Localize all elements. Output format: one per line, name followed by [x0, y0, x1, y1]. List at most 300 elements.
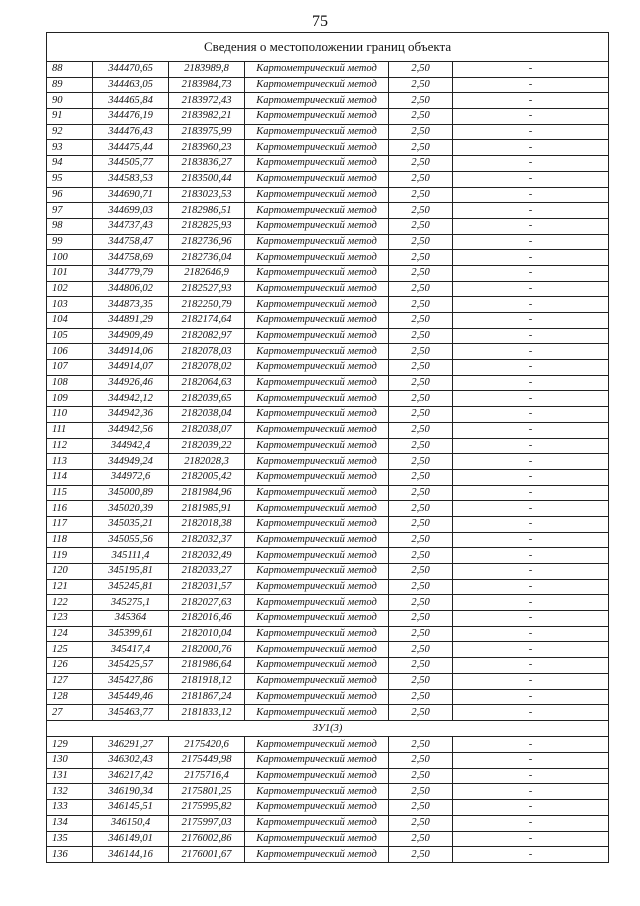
accuracy-cell: 2,50: [389, 360, 453, 376]
table-row: [47, 140, 609, 156]
accuracy-cell: 2,50: [389, 784, 453, 800]
y-coordinate-cell: 2182018,38: [169, 516, 245, 532]
method-cell: Картометрический метод: [245, 595, 389, 611]
method-cell: Картометрический метод: [245, 516, 389, 532]
method-cell: Картометрический метод: [245, 234, 389, 250]
accuracy-cell: 2,50: [389, 124, 453, 140]
point-number-cell: 131: [47, 768, 93, 784]
table-row: [47, 737, 609, 753]
method-cell: Картометрический метод: [245, 784, 389, 800]
point-number-cell: 110: [47, 407, 93, 423]
point-number-cell: 92: [47, 124, 93, 140]
point-number-cell: 104: [47, 313, 93, 329]
x-coordinate-cell: 344476,43: [93, 124, 169, 140]
table-row: [47, 187, 609, 203]
y-coordinate-cell: 2182000,76: [169, 642, 245, 658]
table-row: [47, 328, 609, 344]
method-cell: Картометрический метод: [245, 611, 389, 627]
method-cell: Картометрический метод: [245, 422, 389, 438]
point-number-cell: 135: [47, 831, 93, 847]
description-cell: -: [453, 501, 609, 517]
table-row: [47, 784, 609, 800]
description-cell: -: [453, 847, 609, 863]
y-coordinate-cell: 2182039,65: [169, 391, 245, 407]
accuracy-cell: 2,50: [389, 768, 453, 784]
table-row: [47, 407, 609, 423]
table-row: [47, 171, 609, 187]
point-number-cell: 113: [47, 454, 93, 470]
accuracy-cell: 2,50: [389, 313, 453, 329]
description-cell: -: [453, 673, 609, 689]
point-number-cell: 118: [47, 532, 93, 548]
table-row: [47, 831, 609, 847]
description-cell: -: [453, 831, 609, 847]
y-coordinate-cell: 2175420,6: [169, 737, 245, 753]
section-row: [47, 720, 609, 737]
x-coordinate-cell: 345463,77: [93, 705, 169, 721]
accuracy-cell: 2,50: [389, 391, 453, 407]
x-coordinate-cell: 345449,46: [93, 689, 169, 705]
description-cell: -: [453, 815, 609, 831]
table-row: [47, 93, 609, 109]
accuracy-cell: 2,50: [389, 847, 453, 863]
method-cell: Картометрический метод: [245, 579, 389, 595]
description-cell: -: [453, 516, 609, 532]
boundary-table-container: [46, 32, 608, 863]
method-cell: Картометрический метод: [245, 438, 389, 454]
table-row: [47, 124, 609, 140]
description-cell: -: [453, 265, 609, 281]
description-cell: -: [453, 109, 609, 125]
point-number-cell: 115: [47, 485, 93, 501]
y-coordinate-cell: 2181833,12: [169, 705, 245, 721]
table-row: [47, 281, 609, 297]
table-row: [47, 815, 609, 831]
y-coordinate-cell: 2175801,25: [169, 784, 245, 800]
method-cell: Картометрический метод: [245, 297, 389, 313]
method-cell: Картометрический метод: [245, 485, 389, 501]
point-number-cell: 119: [47, 548, 93, 564]
table-row: [47, 800, 609, 816]
point-number-cell: 97: [47, 203, 93, 219]
y-coordinate-cell: 2183984,73: [169, 77, 245, 93]
method-cell: Картометрический метод: [245, 77, 389, 93]
x-coordinate-cell: 344909,49: [93, 328, 169, 344]
y-coordinate-cell: 2175997,03: [169, 815, 245, 831]
table-row: [47, 234, 609, 250]
y-coordinate-cell: 2182082,97: [169, 328, 245, 344]
point-number-cell: 132: [47, 784, 93, 800]
accuracy-cell: 2,50: [389, 77, 453, 93]
point-number-cell: 99: [47, 234, 93, 250]
point-number-cell: 108: [47, 375, 93, 391]
point-number-cell: 89: [47, 77, 93, 93]
x-coordinate-cell: 345000,89: [93, 485, 169, 501]
method-cell: Картометрический метод: [245, 375, 389, 391]
point-number-cell: 90: [47, 93, 93, 109]
y-coordinate-cell: 2175995,82: [169, 800, 245, 816]
x-coordinate-cell: 346217,42: [93, 768, 169, 784]
description-cell: -: [453, 407, 609, 423]
accuracy-cell: 2,50: [389, 265, 453, 281]
table-row: [47, 642, 609, 658]
description-cell: -: [453, 564, 609, 580]
point-number-cell: 106: [47, 344, 93, 360]
point-number-cell: 117: [47, 516, 93, 532]
description-cell: -: [453, 250, 609, 266]
method-cell: Картометрический метод: [245, 454, 389, 470]
accuracy-cell: 2,50: [389, 407, 453, 423]
y-coordinate-cell: 2181918,12: [169, 673, 245, 689]
point-number-cell: 96: [47, 187, 93, 203]
description-cell: -: [453, 595, 609, 611]
y-coordinate-cell: 2182038,04: [169, 407, 245, 423]
accuracy-cell: 2,50: [389, 297, 453, 313]
x-coordinate-cell: 344806,02: [93, 281, 169, 297]
point-number-cell: 102: [47, 281, 93, 297]
table-row: [47, 579, 609, 595]
point-number-cell: 121: [47, 579, 93, 595]
x-coordinate-cell: 344505,77: [93, 156, 169, 172]
description-cell: -: [453, 391, 609, 407]
accuracy-cell: 2,50: [389, 532, 453, 548]
method-cell: Картометрический метод: [245, 140, 389, 156]
method-cell: Картометрический метод: [245, 124, 389, 140]
table-row: [47, 689, 609, 705]
table-row: [47, 297, 609, 313]
method-cell: Картометрический метод: [245, 218, 389, 234]
y-coordinate-cell: 2175716,4: [169, 768, 245, 784]
table-row: [47, 250, 609, 266]
method-cell: Картометрический метод: [245, 564, 389, 580]
x-coordinate-cell: 345111,4: [93, 548, 169, 564]
table-row: [47, 469, 609, 485]
accuracy-cell: 2,50: [389, 516, 453, 532]
description-cell: -: [453, 753, 609, 769]
accuracy-cell: 2,50: [389, 831, 453, 847]
y-coordinate-cell: 2182527,93: [169, 281, 245, 297]
accuracy-cell: 2,50: [389, 595, 453, 611]
accuracy-cell: 2,50: [389, 187, 453, 203]
x-coordinate-cell: 344758,69: [93, 250, 169, 266]
method-cell: Картометрический метод: [245, 407, 389, 423]
method-cell: Картометрический метод: [245, 768, 389, 784]
point-number-cell: 103: [47, 297, 93, 313]
method-cell: Картометрический метод: [245, 705, 389, 721]
y-coordinate-cell: 2182986,51: [169, 203, 245, 219]
description-cell: -: [453, 156, 609, 172]
accuracy-cell: 2,50: [389, 705, 453, 721]
y-coordinate-cell: 2182825,93: [169, 218, 245, 234]
description-cell: -: [453, 800, 609, 816]
point-number-cell: 114: [47, 469, 93, 485]
table-row: [47, 203, 609, 219]
method-cell: Картометрический метод: [245, 344, 389, 360]
point-number-cell: 122: [47, 595, 93, 611]
x-coordinate-cell: 345035,21: [93, 516, 169, 532]
method-cell: Картометрический метод: [245, 658, 389, 674]
y-coordinate-cell: 2183972,43: [169, 93, 245, 109]
x-coordinate-cell: 344476,19: [93, 109, 169, 125]
x-coordinate-cell: 344470,65: [93, 62, 169, 78]
y-coordinate-cell: 2181985,91: [169, 501, 245, 517]
method-cell: Картометрический метод: [245, 501, 389, 517]
table-row: [47, 438, 609, 454]
x-coordinate-cell: 344873,35: [93, 297, 169, 313]
y-coordinate-cell: 2176002,86: [169, 831, 245, 847]
y-coordinate-cell: 2182027,63: [169, 595, 245, 611]
accuracy-cell: 2,50: [389, 344, 453, 360]
accuracy-cell: 2,50: [389, 579, 453, 595]
description-cell: -: [453, 784, 609, 800]
description-cell: -: [453, 171, 609, 187]
description-cell: -: [453, 422, 609, 438]
accuracy-cell: 2,50: [389, 328, 453, 344]
description-cell: -: [453, 62, 609, 78]
method-cell: Картометрический метод: [245, 532, 389, 548]
y-coordinate-cell: 2183500,44: [169, 171, 245, 187]
y-coordinate-cell: 2182016,46: [169, 611, 245, 627]
table-row: [47, 673, 609, 689]
x-coordinate-cell: 344737,43: [93, 218, 169, 234]
y-coordinate-cell: 2183960,23: [169, 140, 245, 156]
y-coordinate-cell: 2182028,3: [169, 454, 245, 470]
method-cell: Картометрический метод: [245, 847, 389, 863]
x-coordinate-cell: 344583,53: [93, 171, 169, 187]
table-row: [47, 532, 609, 548]
x-coordinate-cell: 344699,03: [93, 203, 169, 219]
accuracy-cell: 2,50: [389, 642, 453, 658]
x-coordinate-cell: 345245,81: [93, 579, 169, 595]
x-coordinate-cell: 346144,16: [93, 847, 169, 863]
x-coordinate-cell: 344942,4: [93, 438, 169, 454]
x-coordinate-cell: 346149,01: [93, 831, 169, 847]
description-cell: -: [453, 768, 609, 784]
x-coordinate-cell: 345425,57: [93, 658, 169, 674]
accuracy-cell: 2,50: [389, 62, 453, 78]
description-cell: -: [453, 737, 609, 753]
section-label: ЗУ1(3): [47, 720, 609, 737]
accuracy-cell: 2,50: [389, 673, 453, 689]
table-row: [47, 360, 609, 376]
point-number-cell: 120: [47, 564, 93, 580]
y-coordinate-cell: 2175449,98: [169, 753, 245, 769]
table-row: [47, 847, 609, 863]
point-number-cell: 116: [47, 501, 93, 517]
x-coordinate-cell: 345195,81: [93, 564, 169, 580]
description-cell: -: [453, 642, 609, 658]
x-coordinate-cell: 345020,39: [93, 501, 169, 517]
y-coordinate-cell: 2181984,96: [169, 485, 245, 501]
point-number-cell: 101: [47, 265, 93, 281]
accuracy-cell: 2,50: [389, 109, 453, 125]
point-number-cell: 100: [47, 250, 93, 266]
method-cell: Картометрический метод: [245, 642, 389, 658]
method-cell: Картометрический метод: [245, 815, 389, 831]
accuracy-cell: 2,50: [389, 548, 453, 564]
x-coordinate-cell: 344942,56: [93, 422, 169, 438]
accuracy-cell: 2,50: [389, 689, 453, 705]
point-number-cell: 112: [47, 438, 93, 454]
point-number-cell: 126: [47, 658, 93, 674]
accuracy-cell: 2,50: [389, 501, 453, 517]
x-coordinate-cell: 344475,44: [93, 140, 169, 156]
method-cell: Картометрический метод: [245, 469, 389, 485]
accuracy-cell: 2,50: [389, 422, 453, 438]
table-row: [47, 595, 609, 611]
method-cell: Картометрический метод: [245, 626, 389, 642]
description-cell: -: [453, 579, 609, 595]
accuracy-cell: 2,50: [389, 815, 453, 831]
y-coordinate-cell: 2183975,99: [169, 124, 245, 140]
method-cell: Картометрический метод: [245, 689, 389, 705]
accuracy-cell: 2,50: [389, 800, 453, 816]
point-number-cell: 105: [47, 328, 93, 344]
page-number: 75: [312, 13, 328, 30]
table-row: [47, 77, 609, 93]
method-cell: Картометрический метод: [245, 391, 389, 407]
accuracy-cell: 2,50: [389, 234, 453, 250]
y-coordinate-cell: 2182078,03: [169, 344, 245, 360]
description-cell: -: [453, 438, 609, 454]
point-number-cell: 91: [47, 109, 93, 125]
description-cell: -: [453, 234, 609, 250]
x-coordinate-cell: 345417,4: [93, 642, 169, 658]
table-row: [47, 62, 609, 78]
x-coordinate-cell: 344690,71: [93, 187, 169, 203]
table-row: [47, 218, 609, 234]
table-row: [47, 313, 609, 329]
point-number-cell: 133: [47, 800, 93, 816]
accuracy-cell: 2,50: [389, 203, 453, 219]
y-coordinate-cell: 2182010,04: [169, 626, 245, 642]
accuracy-cell: 2,50: [389, 140, 453, 156]
point-number-cell: 127: [47, 673, 93, 689]
description-cell: -: [453, 328, 609, 344]
table-title: Сведения о местоположении границ объекта: [47, 33, 609, 62]
accuracy-cell: 2,50: [389, 171, 453, 187]
description-cell: -: [453, 548, 609, 564]
table-row: [47, 516, 609, 532]
method-cell: Картометрический метод: [245, 328, 389, 344]
description-cell: -: [453, 375, 609, 391]
point-number-cell: 88: [47, 62, 93, 78]
x-coordinate-cell: 344891,29: [93, 313, 169, 329]
accuracy-cell: 2,50: [389, 753, 453, 769]
method-cell: Картометрический метод: [245, 203, 389, 219]
description-cell: -: [453, 626, 609, 642]
table-row: [47, 705, 609, 721]
x-coordinate-cell: 345399,61: [93, 626, 169, 642]
table-row: [47, 626, 609, 642]
y-coordinate-cell: 2183023,53: [169, 187, 245, 203]
table-row: [47, 454, 609, 470]
description-cell: -: [453, 281, 609, 297]
method-cell: Картометрический метод: [245, 753, 389, 769]
y-coordinate-cell: 2176001,67: [169, 847, 245, 863]
x-coordinate-cell: 344914,07: [93, 360, 169, 376]
method-cell: Картометрический метод: [245, 281, 389, 297]
point-number-cell: 94: [47, 156, 93, 172]
description-cell: -: [453, 705, 609, 721]
x-coordinate-cell: 345275,1: [93, 595, 169, 611]
description-cell: -: [453, 187, 609, 203]
y-coordinate-cell: 2183836,27: [169, 156, 245, 172]
accuracy-cell: 2,50: [389, 218, 453, 234]
x-coordinate-cell: 344465,84: [93, 93, 169, 109]
table-row: [47, 611, 609, 627]
accuracy-cell: 2,50: [389, 156, 453, 172]
description-cell: -: [453, 485, 609, 501]
y-coordinate-cell: 2182078,02: [169, 360, 245, 376]
x-coordinate-cell: 344942,36: [93, 407, 169, 423]
method-cell: Картометрический метод: [245, 313, 389, 329]
y-coordinate-cell: 2182039,22: [169, 438, 245, 454]
description-cell: -: [453, 297, 609, 313]
table-row: [47, 768, 609, 784]
description-cell: -: [453, 140, 609, 156]
table-row: [47, 548, 609, 564]
method-cell: Картометрический метод: [245, 187, 389, 203]
accuracy-cell: 2,50: [389, 281, 453, 297]
y-coordinate-cell: 2182005,42: [169, 469, 245, 485]
description-cell: -: [453, 658, 609, 674]
x-coordinate-cell: 344949,24: [93, 454, 169, 470]
description-cell: -: [453, 93, 609, 109]
x-coordinate-cell: 346190,34: [93, 784, 169, 800]
method-cell: Картометрический метод: [245, 93, 389, 109]
table-row: [47, 109, 609, 125]
x-coordinate-cell: 346302,43: [93, 753, 169, 769]
table-row: [47, 344, 609, 360]
point-number-cell: 93: [47, 140, 93, 156]
method-cell: Картометрический метод: [245, 265, 389, 281]
table-row: [47, 156, 609, 172]
y-coordinate-cell: 2183989,8: [169, 62, 245, 78]
point-number-cell: 136: [47, 847, 93, 863]
accuracy-cell: 2,50: [389, 485, 453, 501]
x-coordinate-cell: 344463,05: [93, 77, 169, 93]
x-coordinate-cell: 346145,51: [93, 800, 169, 816]
accuracy-cell: 2,50: [389, 737, 453, 753]
x-coordinate-cell: 346150,4: [93, 815, 169, 831]
point-number-cell: 123: [47, 611, 93, 627]
description-cell: -: [453, 218, 609, 234]
y-coordinate-cell: 2182032,37: [169, 532, 245, 548]
point-number-cell: 130: [47, 753, 93, 769]
y-coordinate-cell: 2182646,9: [169, 265, 245, 281]
y-coordinate-cell: 2182032,49: [169, 548, 245, 564]
point-number-cell: 125: [47, 642, 93, 658]
accuracy-cell: 2,50: [389, 375, 453, 391]
y-coordinate-cell: 2182033,27: [169, 564, 245, 580]
method-cell: Картометрический метод: [245, 360, 389, 376]
accuracy-cell: 2,50: [389, 469, 453, 485]
method-cell: Картометрический метод: [245, 831, 389, 847]
x-coordinate-cell: 344758,47: [93, 234, 169, 250]
method-cell: Картометрический метод: [245, 737, 389, 753]
description-cell: -: [453, 203, 609, 219]
accuracy-cell: 2,50: [389, 611, 453, 627]
method-cell: Картометрический метод: [245, 673, 389, 689]
x-coordinate-cell: 344926,46: [93, 375, 169, 391]
y-coordinate-cell: 2182736,04: [169, 250, 245, 266]
description-cell: -: [453, 532, 609, 548]
x-coordinate-cell: 344779,79: [93, 265, 169, 281]
description-cell: -: [453, 689, 609, 705]
x-coordinate-cell: 345427,86: [93, 673, 169, 689]
x-coordinate-cell: 346291,27: [93, 737, 169, 753]
